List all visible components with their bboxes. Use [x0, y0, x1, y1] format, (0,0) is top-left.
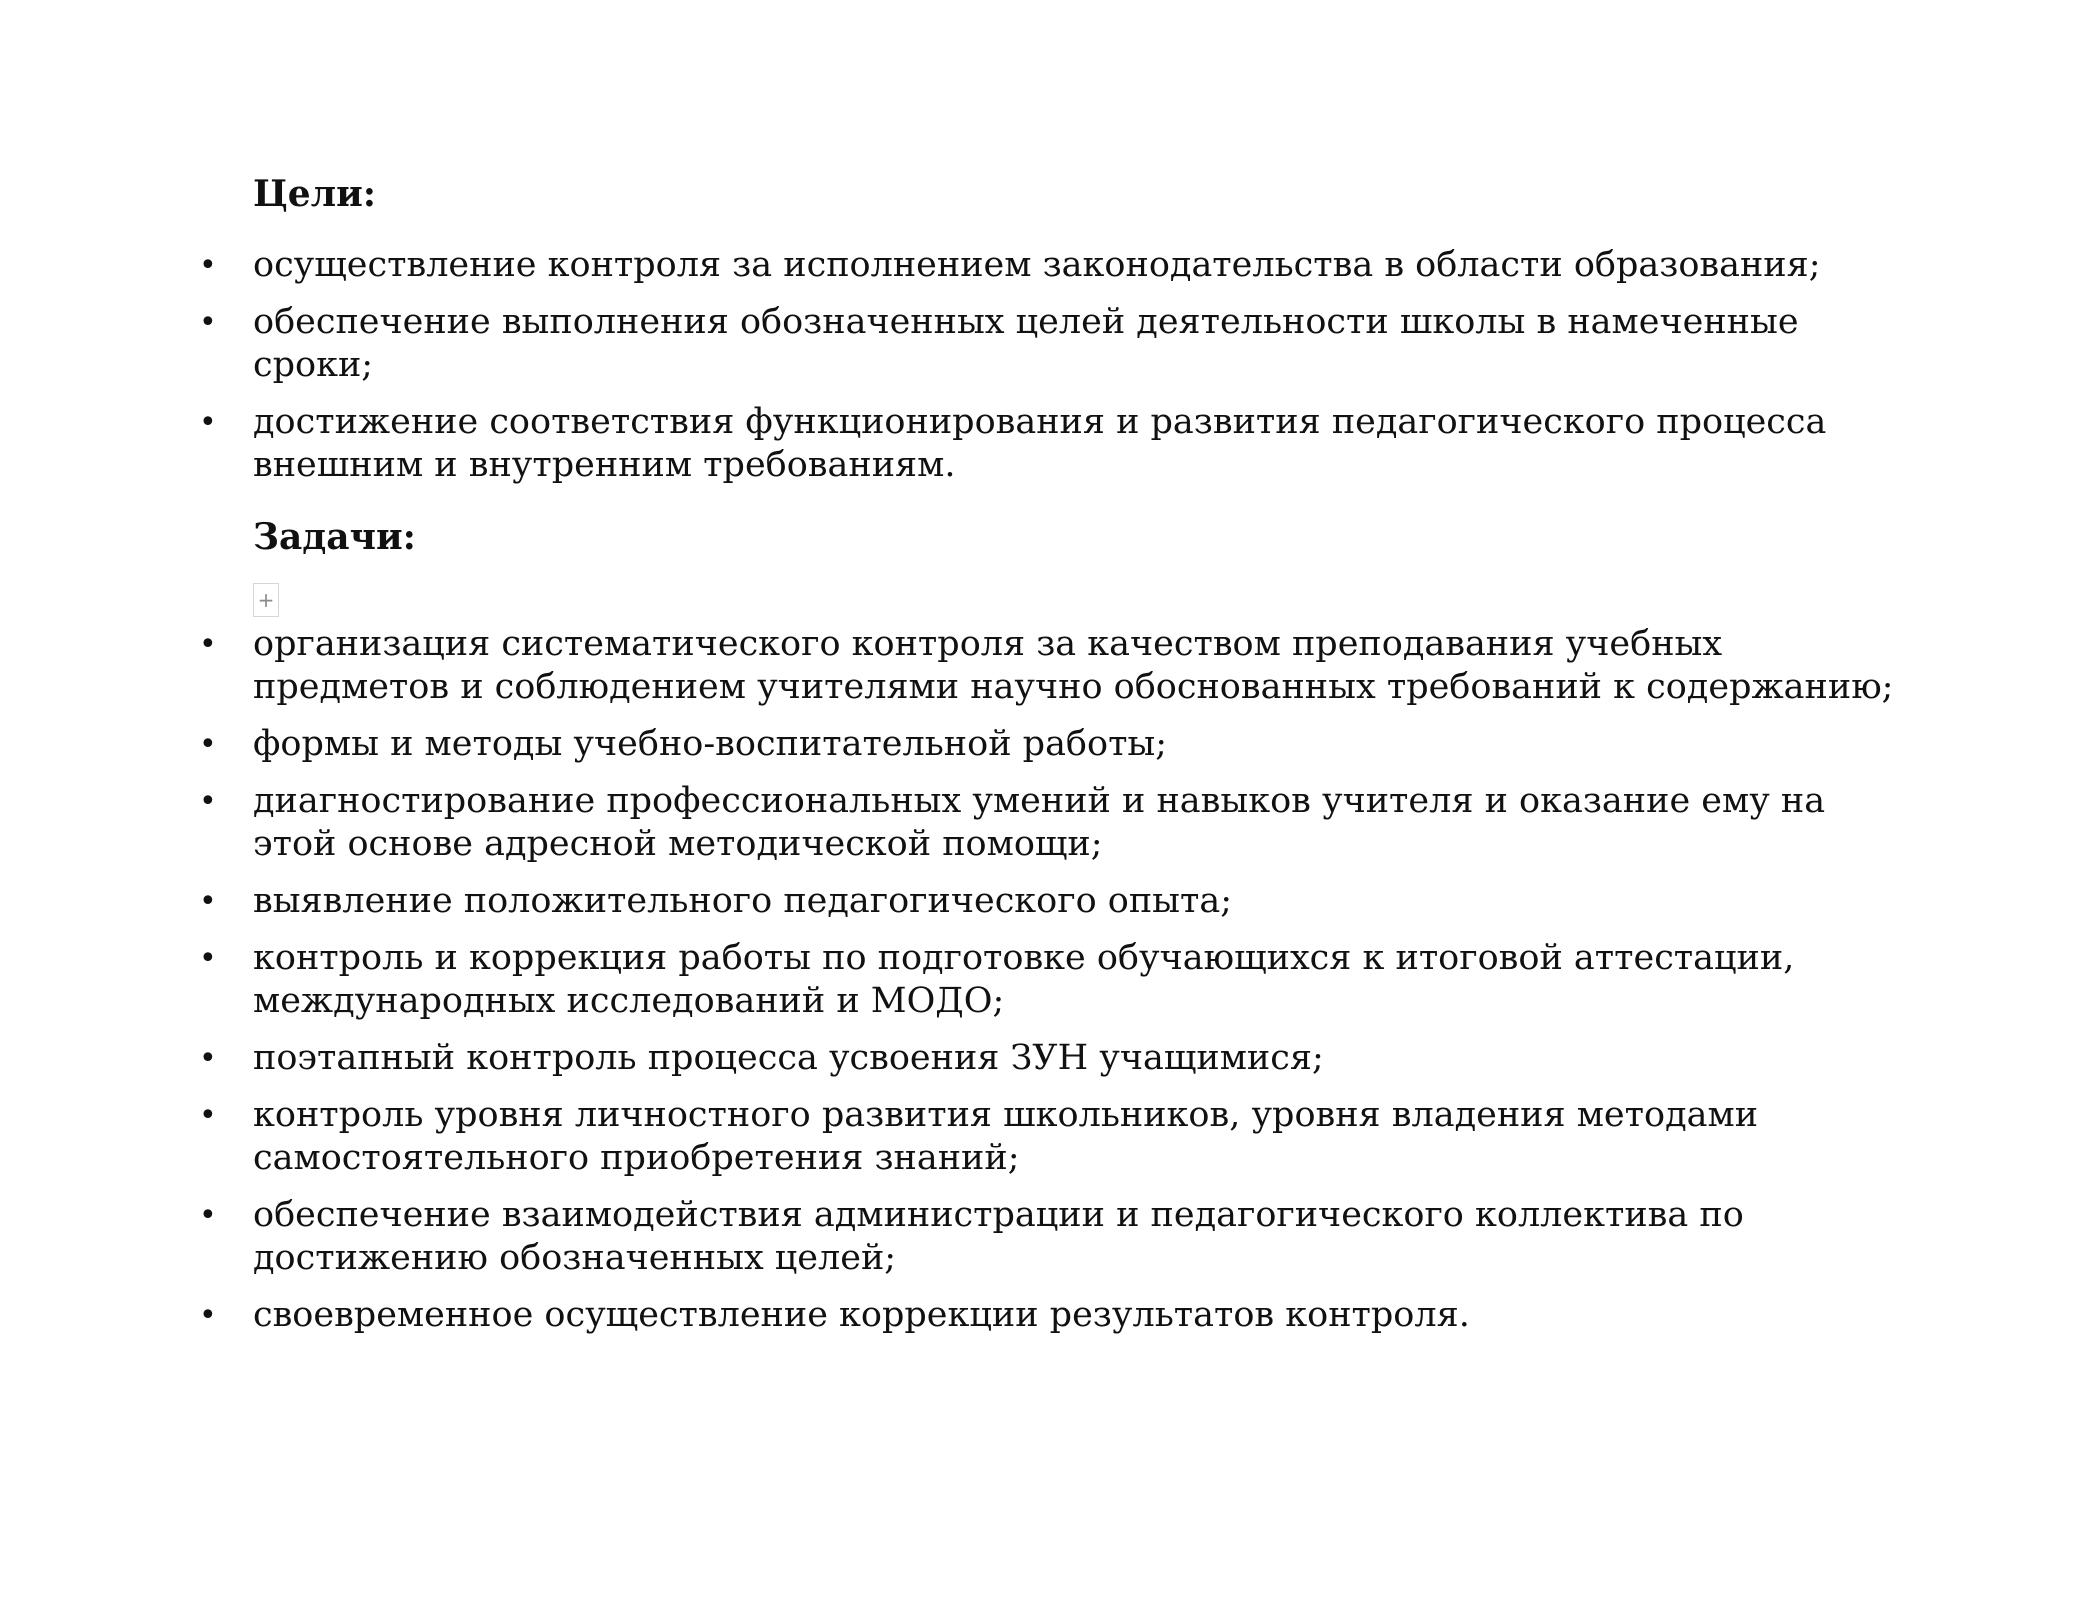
task-item: • поэтапный контроль процесса усвоения ЗУН учащимися; [253, 1037, 1913, 1080]
task-item: • диагностирование профессиональных умений и навыков учителя и оказание ему на этой основе адресной методической помощи; [253, 780, 1913, 866]
goals-heading: Цели: [253, 173, 377, 215]
goal-item: • обеспечение выполнения обозначенных целей деятельности школы в намеченные сроки; [253, 301, 1913, 387]
goal-item: • осуществление контроля за исполнением законодательства в области образования; [253, 244, 1913, 287]
tasks-list [253, 623, 1913, 1337]
task-item: • формы и методы учебно-воспитательной работы; [253, 723, 1913, 766]
expand-plus-icon[interactable]: + [253, 583, 279, 617]
task-item: • обеспечение взаимодействия администрации и педагогического коллектива по достижению обозначенных целей; [253, 1194, 1913, 1280]
goal-item: • достижение соответствия функционирования и развития педагогического процесса внешним и внутренним требованиям. [253, 401, 1913, 487]
task-item: • организация систематического контроля за качеством преподавания учебных предметов и соблюдением учителями научно обоснованных требований к содержанию; [253, 623, 1913, 709]
document-body [253, 172, 1913, 1351]
task-item: • выявление положительного педагогического опыта; [253, 880, 1913, 923]
task-item: • контроль и коррекция работы по подготовке обучающихся к итоговой аттестации, международных исследований и МОДО; [253, 937, 1913, 1023]
goals-list [253, 244, 1913, 487]
task-item: • своевременное осуществление коррекции результатов контроля. [253, 1294, 1913, 1337]
tasks-heading: Задачи: [253, 516, 416, 558]
task-item: • контроль уровня личностного развития школьников, уровня владения методами самостоятельного приобретения знаний; [253, 1094, 1913, 1180]
